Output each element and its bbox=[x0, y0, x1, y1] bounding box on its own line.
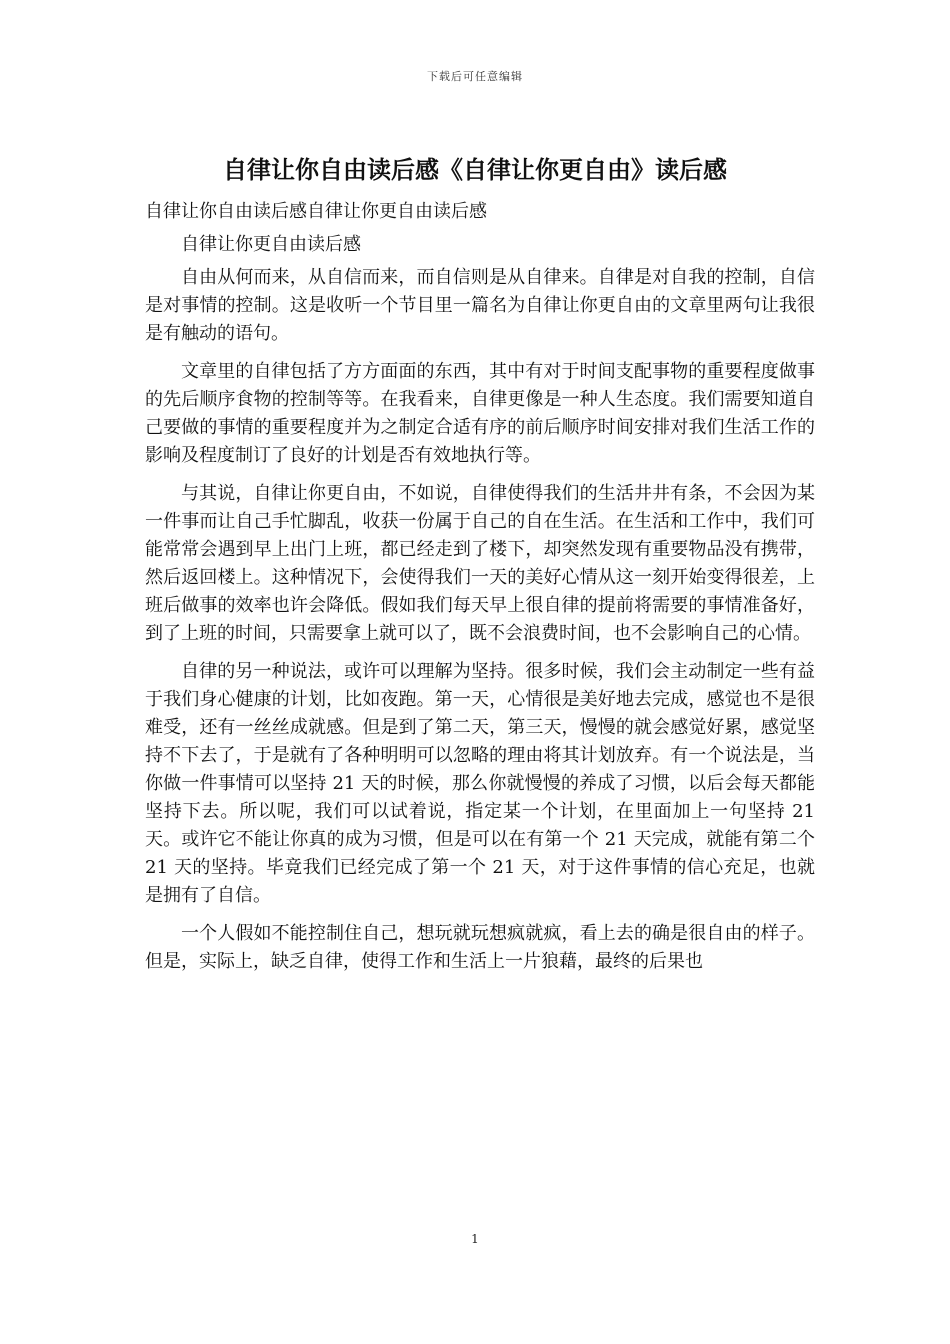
paragraph-text: 自由从何而来，从自信而来，而自信则是从自律来。自律是对自我的控制，自信是对事情的控制。这是收听一个节目里一篇名为自律让你更自由的文章里两句让我很是有触动的语句。 bbox=[145, 267, 815, 344]
paragraph-text: 与其说，自律让你更自由，不如说，自律使得我们的生活井井有条，不会因为某一件事而让自己手忙脚乱，收获一份属于自己的自在生活。在生活和工作中，我们可能常常会遇到早上出门上班，都已经走到了楼下，却突然发现有重要物品没有携带，然后返回楼上。这种情况下，会使得我们一天的美好心情从这一刻开始变得很差，上班后做事的效率也许会降低。假如我们每天早上很自律的提前将需要的事情准备好，到了上班的时间，只需要拿上就可以了，既不会浪费时间，也不会影响自己的心情。 bbox=[145, 483, 815, 644]
page-header-note: 下载后可任意编辑 bbox=[427, 70, 523, 83]
paragraph bbox=[145, 358, 815, 470]
paragraph-text: 文章里的自律包括了方方面面的东西，其中有对于时间支配事物的重要程度做事的先后顺序食物的控制等等。在我看来，自律更像是一种人生态度。我们需要知道自己要做的事情的重要程度并为之制定合适有序的前后顺序时间安排对我们生活工作的影响及程度制订了良好的计划是否有效地执行等。 bbox=[145, 361, 815, 466]
paragraph-text: 一个人假如不能控制住自己，想玩就玩想疯就疯，看上去的确是很自由的样子。但是，实际上，缺乏自律，使得工作和生活上一片狼藉，最终的后果也 bbox=[145, 923, 815, 972]
page-number: 1 bbox=[471, 1232, 479, 1246]
document-body bbox=[145, 198, 815, 986]
paragraph bbox=[145, 920, 815, 976]
paragraph bbox=[145, 264, 815, 348]
paragraph bbox=[145, 480, 815, 648]
subtitle-line: 自律让你自由读后感自律让你更自由读后感 bbox=[145, 201, 487, 222]
paragraph bbox=[145, 658, 815, 910]
section-heading: 自律让你更自由读后感 bbox=[181, 234, 361, 255]
paragraph-text: 自律的另一种说法，或许可以理解为坚持。很多时候，我们会主动制定一些有益于我们身心健康的计划，比如夜跑。第一天，心情很是美好地去完成，感觉也不是很难受，还有一丝丝成就感。但是到了第二天，第三天，慢慢的就会感觉好累，感觉坚持不下去了，于是就有了各种明明可以忽略的理由将其计划放弃。有一个说法是，当你做一件事情可以坚持 21 天的时候，那么你就慢慢的养成了习惯，以后会每天都能坚持下去。所以呢，我们可以试着说，指定某一个计划，在里面加上一句坚持 21 天。或许它不能让你真的成为习惯，但是可以在有第一个 21 天完成，就能有第二个 21 天的坚持。毕竟我们已经完成了第一个 21 天，对于这件事情的信心充足，也就是拥有了自信。 bbox=[145, 661, 815, 906]
document-title: 自律让你自由读后感《自律让你更自由》读后感 bbox=[223, 155, 727, 184]
